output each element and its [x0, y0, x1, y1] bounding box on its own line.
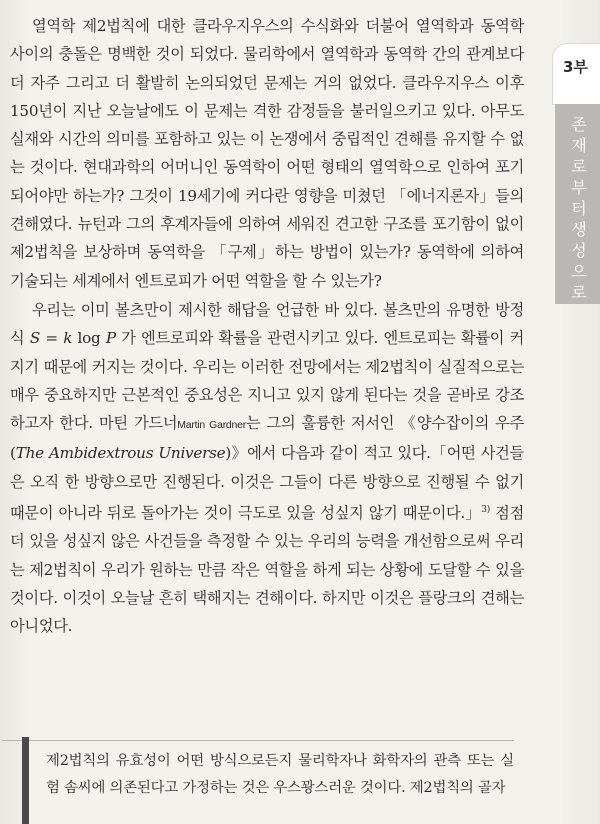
text-run: log: [72, 329, 106, 348]
footnote-marker: 3): [481, 505, 490, 516]
text-run: S: [29, 329, 40, 348]
text-run: 열역학 제2법칙에 대한 클라우지우스의 수식화와 더불어 열역학과 동역학 사이의 충돌은 명백한 것이 되었다. 물리학에서 열역학과 동역학 간의 관계보다 더 자주 그리고 더 활발히 논의되었던 문제는 거의 없었다. 클라우지우스 이후 150년이 지난 오늘날에도 이 문제는 격한 감정들을 불러일으키고 있다. 아무도 실재와 시간의 의미를 포함하고 있는 이 논쟁에서 중립적인 견해를 유지할 수 없는 것이다. 현대과학의 어머니인 동역학이 어떤 형태의 열역학으로 인하여 포기되어야만 하는가? 그것이 19세기에 커다란 영향을 미쳤던 「에너지론자」들의 견해였다. 뉴턴과 그의 후계자들에 의하여 세워진 견고한 구조를 포기함이 없이 제2법칙을 보상하며 동역학을 「구제」하는 방법이 있는가? 동역학에 의하여 기술되는 세계에서 엔트로피가 어떤 역할을 할 수 있는가?: [10, 17, 524, 290]
text-run: =: [39, 329, 64, 348]
main-text: [10, 12, 524, 641]
boxed-quote: [46, 748, 514, 802]
text-run: k: [63, 329, 73, 348]
part-title: 존재로부터 생성으로: [571, 115, 587, 302]
text-run: The Ambidextrous Universe: [15, 444, 226, 463]
text-run: )》에서 다음과 같이 적고 있다.「어떤 사건들은 오직 한 방향으로만 진행된다. 이것은 그들이 다른 방향으로 진행될 수 없기 때문이 아니라 뒤로 돌아가는 것이 극도로 있을 성싶지 않기 때문이다.」: [10, 444, 524, 523]
boxed-quote-text: 제2법칙의 유효성이 어떤 방식으로든지 물리학자나 화학자의 관측 또는 실험 솜씨에 의존된다고 가정하는 것은 우스꽝스러운 것이다. 제2법칙의 골자: [46, 753, 514, 796]
text-run: 가 엔트로피와 확률을 관련시키고 있다. 엔트로피는 확률이 커지기 때문에 커지는 것이다. 우리는 이러한 전망에서는 제2법칙이 실질적으로는 매우 중요하지만 근본적인 중요성은 지니고 있지 않게 된다는 것을 곧바로 강조하고자 한다. 마틴 가드너: [10, 329, 524, 433]
paragraph: [10, 296, 524, 641]
paragraph: [10, 12, 524, 295]
text-run: 점점 더 있을 성싶지 않은 사건들을 측정할 수 있는 우리의 능력을 개선함으로써 우리는 제2법칙이 우리가 원하는 만큼 작은 역할을 하게 되는 상황에 도달할 수 있을 것이다. 이것이 오늘날 흔히 택해지는 견해이다. 하지만 이것은 플랑크의 견해는 아니었다.: [10, 504, 524, 636]
text-run: Martin Gardner: [177, 419, 246, 432]
part-label: 3부: [563, 58, 588, 76]
text-run: 는 그의 훌륭한 저서인 《양수잡이의 우주(: [10, 414, 524, 463]
text-run: P: [105, 329, 116, 348]
box-top-rule: [2, 740, 514, 741]
text-run: 우리는 이미 볼츠만이 제시한 해답을 언급한 바 있다. 볼츠만의 유명한 방정식: [10, 300, 524, 348]
box-left-bar: [22, 737, 29, 824]
